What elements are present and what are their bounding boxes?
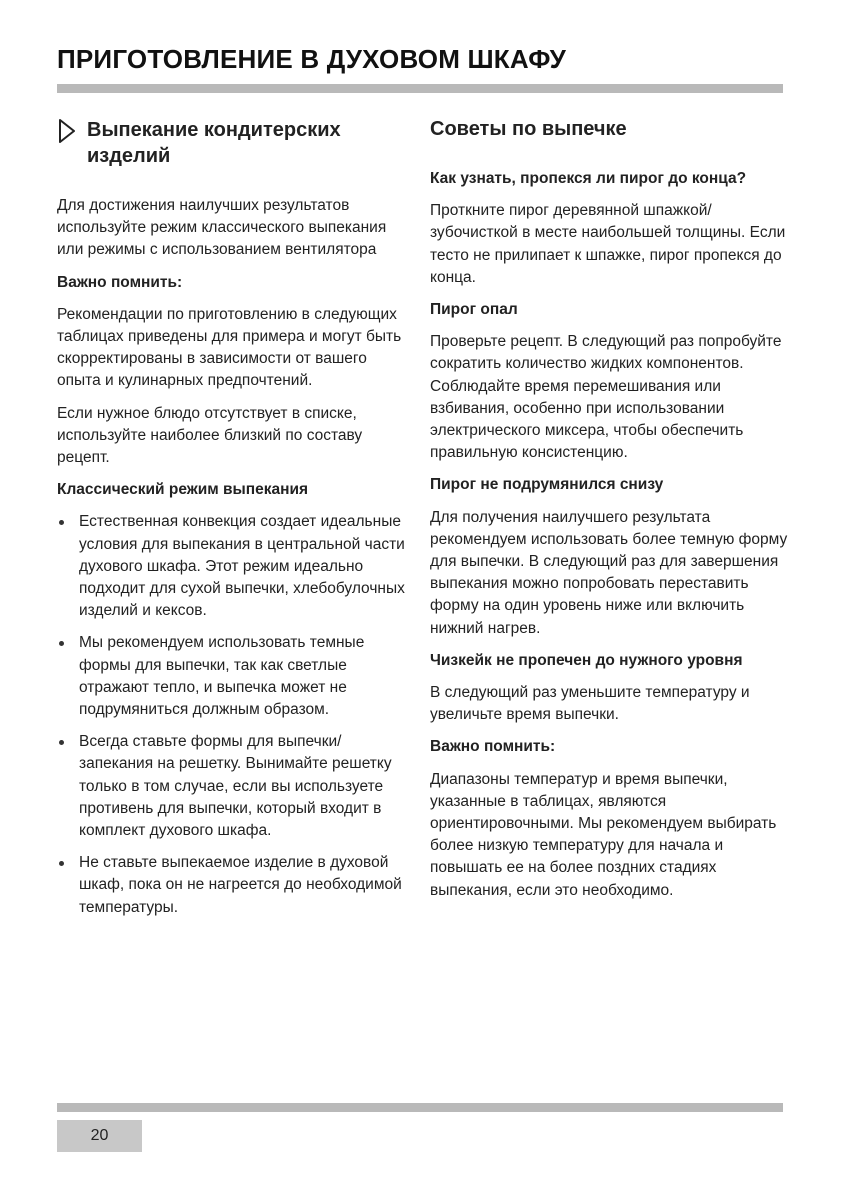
list-item: Всегда ставьте формы для выпечки/запекания на решетку. Вынимайте решетку только в том случае, если вы используете противень для выпечки, который входит в комплект духового шкафа. — [57, 731, 407, 842]
answer-text-fallen: Проверьте рецепт. В следующий раз попробуйте сократить количество жидких компонентов. Соблюдайте время перемешивания или взбивания, особенно при использовании электрического миксера, чтобы обеспечить правильную консистенцию. — [430, 333, 782, 462]
answer-text-bottom: Для получения наилучшего результата рекомендуем использовать более темную форму для выпечки. В следующий раз для завершения выпекания можно попробовать переставить форму на один уровень ниже или включить нижний нагрев. — [430, 508, 788, 637]
classic-mode-list — [57, 511, 407, 918]
important-heading-left: Важно помнить: — [57, 273, 183, 291]
question-heading-cheesecake: Чизкейк не пропечен до нужного уровня — [430, 651, 743, 669]
answer-text-done: Проткните пирог деревянной шпажкой/зубочисткой в месте наибольшей толщины. Если тесто не прилипает к шпажке, пирог пропекся до конца. — [430, 202, 786, 286]
footer-rule — [57, 1103, 783, 1112]
question-heading-fallen: Пирог опал — [430, 301, 518, 319]
left-column — [57, 117, 407, 929]
page-title: ПРИГОТОВЛЕНИЕ В ДУХОВОМ ШКАФУ — [57, 44, 566, 74]
section-header-baking — [57, 117, 407, 169]
important-text-right: Диапазоны температур и время выпечки, указанные в таблицах, являются ориентировочными. Мы рекомендуем выбирать более низкую температуру для начала и повышать ее на более поздних стадиях выпекания, если это необходимо. — [430, 770, 777, 899]
page-number: 20 — [57, 1120, 142, 1152]
question-heading-bottom: Пирог не подрумянился снизу — [430, 476, 664, 494]
section-title-tips: Советы по выпечке — [430, 118, 627, 140]
important-text-2: Если нужное блюдо отсутствует в списке, используйте наиболее близкий по составу рецепт. — [57, 404, 363, 467]
list-item: Естественная конвекция создает идеальные условия для выпекания в центральной части духового шкафа. Этот режим идеально подходит для сухой выпечки, хлебобулочных изделий и кексов. — [57, 511, 407, 622]
right-column — [430, 117, 790, 912]
section-title-baking: Выпекание кондитерских изделий — [87, 119, 341, 167]
answer-text-cheesecake: В следующий раз уменьшите температуру и увеличьте время выпечки. — [430, 684, 750, 724]
classic-mode-heading: Классический режим выпекания — [57, 481, 309, 499]
intro-text: Для достижения наилучших результатов используйте режим классического выпекания или режимы с использованием вентилятора — [57, 197, 387, 259]
important-heading-right: Важно помнить: — [430, 738, 556, 756]
important-text-1: Рекомендации по приготовлению в следующих таблицах приведены для примера и могут быть скорректированы в зависимости от вашего опыта и кулинарных предпочтений. — [57, 305, 402, 390]
triangle-marker-icon — [57, 118, 77, 144]
list-item: Мы рекомендуем использовать темные формы для выпечки, так как светлые отражают тепло, и выпечка может не подрумяниться должным образом. — [57, 632, 407, 721]
question-heading-done: Как узнать, пропекся ли пирог до конца? — [430, 170, 747, 187]
list-item: Не ставьте выпекаемое изделие в духовой шкаф, пока он не нагреется до необходимой температуры. — [57, 852, 407, 919]
header-rule — [57, 84, 783, 93]
